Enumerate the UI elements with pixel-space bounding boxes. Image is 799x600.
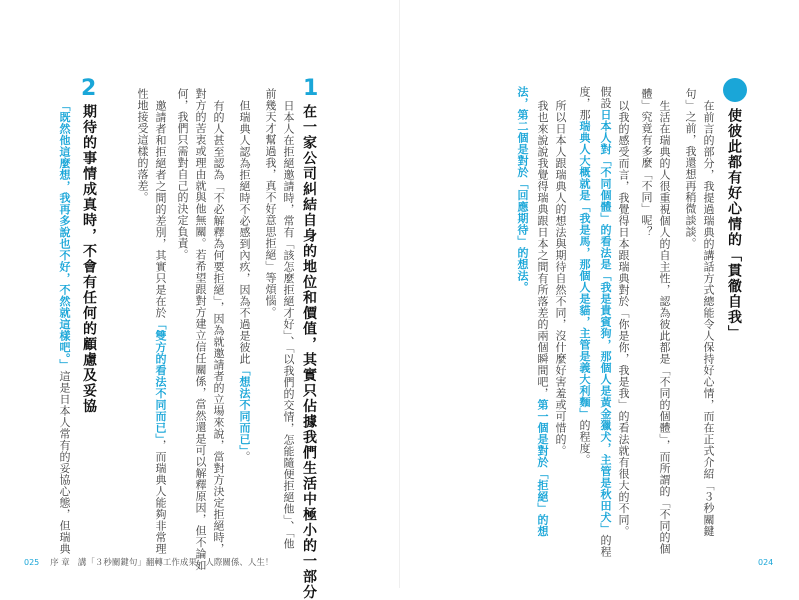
highlight-expectation: 法，第二個是對於「回應期待」的想法。 [516, 86, 529, 293]
paragraph-2-line-1: 生活在瑞典的人很重視個人的自主性，認為彼此都是「不同的個體」，而所謂的「不同的個 [658, 100, 671, 555]
highlight-refusal: 第一個是對於「拒絕」的想 [536, 399, 549, 537]
paragraph-2-line-2: 體」究竟有多麼「不同」呢？ [640, 88, 653, 238]
section-1-p4-line-1: 邀請者和拒絕者之間的差別，其實只是在於「雙方的看法不同而已」，而瑞典人能夠非常理 [154, 100, 167, 555]
paragraph-1-line-2: 句」之前，我還想再稍微談談。 [684, 88, 697, 249]
paragraph-4-line-3 [514, 86, 531, 293]
section-2-p1-line-1: 「既然他這麼想，我再多說也不好，不然就這樣吧。」這是日本人常有的妥協心態，但瑞典 [58, 100, 71, 555]
page-footer-left [24, 556, 273, 568]
section-heading: 使彼此都有好心情的「貫徹自我」 [726, 108, 742, 341]
section-1-heading: 在一家公司糾結自身的地位和價值，其實只佔據我們生活中極小的一部分 [301, 104, 317, 600]
section-1-number: 1 [303, 76, 319, 101]
section-2-number: 2 [81, 76, 97, 101]
paragraph-3-line-3: 度，那瑞典人大概就是「我是馬，那個人是貓，主管是義大利麵」的程度。 [578, 86, 591, 466]
paragraph-4-line-1: 所以日本人跟瑞典人的想法與期待自然不同，沒什麼好害羞或可惜的。 [554, 100, 567, 457]
left-page-number: 025 [24, 558, 40, 567]
section-1-p1-line-1: 日本人在拒絕邀請時，常有「該怎麼拒絕才好」、「以我們的交情，怎能隨便拒絕他」、「他 [282, 100, 295, 550]
paragraph-4-line-2: 我也來說說我覺得瑞典跟日本之間有所落差的兩個瞬間吧，第一個是對於「拒絕」的想 [536, 100, 549, 537]
paragraph-3-line-2: 假設日本人對「不同個體」的看法是「我是貴賓狗，那個人是黃金獵犬，主管是秋田犬」的程 [599, 86, 612, 558]
section-1-p3-line-2: 對方的苦衷或理由就與他無關。若希望跟對方建立信任關係，當然還是可以解釋原因，但不論如 [194, 88, 207, 571]
heading-bullet-icon [723, 78, 747, 102]
page-gutter [399, 0, 400, 588]
section-1-p1-line-2: 前幾天才幫過我，真不好意思拒絕」等煩惱。 [264, 88, 277, 318]
chapter-title: 講「３秒關鍵句」翻轉工作成果、人際關係、人生！ [77, 558, 274, 568]
chapter-label: 序 章 [50, 558, 70, 568]
highlight-dog-metaphor: 日本人對「不同個體」的看法是「我是貴賓狗，那個人是黃金獵犬，主管是秋田犬」 [599, 109, 612, 535]
section-1-p3-line-1: 有的人甚至認為「不必解釋為何要拒絕」，因為就邀請者的立場來說，當對方決定拒絕時， [212, 100, 225, 555]
section-1-p3-line-3: 何，我們只需對自己的決定負責。 [176, 88, 189, 261]
highlight-horse-metaphor: 瑞典人大概就是「我是馬，那個人是貓，主管是義大利麵」 [578, 120, 591, 420]
section-1-p4-line-2: 性地接受這樣的落差。 [136, 88, 149, 203]
section-1-p2-line-1: 但瑞典人認為拒絕時不必感到內疚，因為不過是彼此「想法不同而已」。 [238, 100, 251, 463]
section-2-heading: 期待的事情成真時，不會有任何的顧慮及妥協 [81, 104, 97, 414]
page-footer-right [758, 558, 773, 568]
paragraph-3-line-1: 以我的感受而言，我覺得日本跟瑞典對於「你是你，我是我」的看法就有很大的不同。 [617, 100, 630, 537]
highlight-both-views: 「雙方的看法不同而已」 [154, 318, 167, 440]
highlight-compromise-quote: 「既然他這麼想，我再多說也不好，不然就這樣吧。」 [58, 100, 71, 371]
paragraph-1-line-1: 在前言的部分，我提過瑞典的講話方式總能令人保持好心情，而在正式介紹「３秒關鍵 [702, 100, 715, 537]
right-page-number: 024 [758, 558, 774, 567]
highlight-different-views: 「想法不同而已」 [238, 364, 251, 451]
